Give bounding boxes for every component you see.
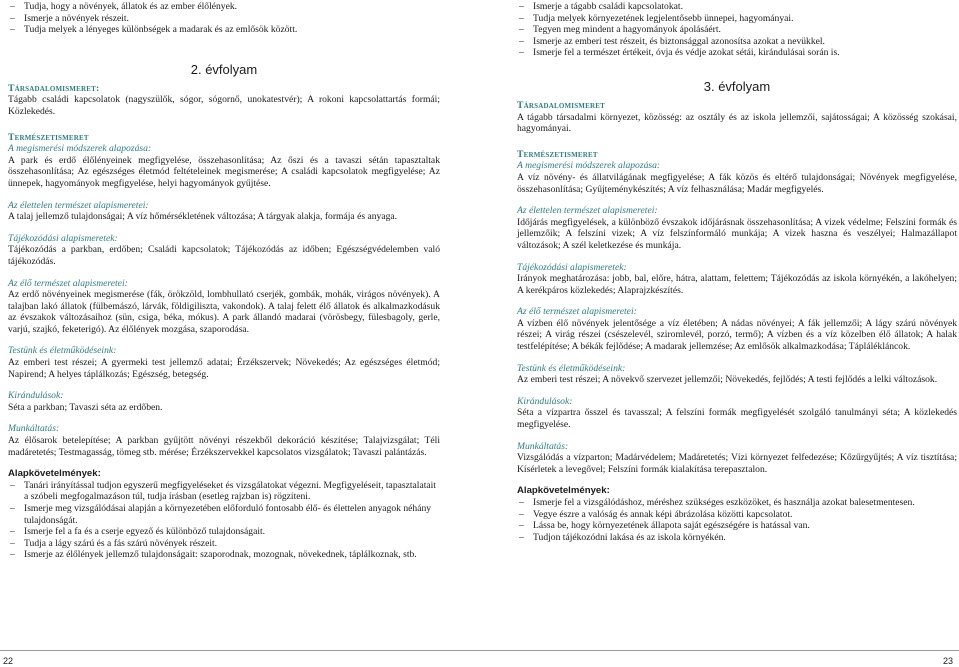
list-item: – Vegye észre a valóság és annak képi ábrázolása közötti kapcsolatot. — [517, 509, 957, 521]
page-number-left: 22 — [3, 656, 14, 666]
subheading: Az élettelen természet alapismeretei: — [517, 205, 658, 217]
list-item: – Tudja a lágy szárú és a fás szárú növények részeit. — [8, 538, 440, 550]
paragraph: A park és erdő élőlényeinek megfigyelése, összehasonlítása; Az őszi és a tavaszi sétán tapasztaltak összehasonlítása; Az egészséges életmód feltételeinek megismerése; A családi kapcsolatok megfigyelése; Az ünnepek, hagyományok megfigyelése, helyi hagyományok gyűjtése. — [8, 154, 440, 189]
list-item: – Ismerje fel a vizsgálódáshoz, méréshez szükséges eszközöket, és használja azokat balesetmentesen. — [517, 497, 957, 509]
paragraph: Az emberi test részei; A gyermeki test jellemző adatai; Érzékszervek; Növekedés; Az egészséges életmód; Napirend; A helyes táplálkozás; Egészség, betegség. — [8, 357, 440, 380]
section-heading: Társadalomismeret: — [8, 82, 100, 94]
list-item: – Tanári irányítással tudjon egyszerű megfigyeléseket és vizsgálatokat végezni. Megfigyeléseit, tapasztalatait a szóbeli megfogalmazáson túl, tudja írásban (esetleg rajzban is) rögzíteni. — [8, 480, 440, 503]
paragraph: Az élősarok betelepítése; A parkban gyűjtött növényi részekből dekoráció készítése; Talajvizsgálat; Téli madáretetés; Testmagasság, tömeg stb. mérése; Érzékszervekkel kapcsolatos vizsgálatok; Tavaszi palántázás. — [8, 435, 440, 458]
paragraph: Időjárás megfigyelések, a különböző évszakok időjárásnak összehasonlítása; A vizek védelme; Felszíni formák és jellemzőik; A felszíni vizek; A víz felszínformáló munkája; A vizek haszna és veszélyei; Halmazállapot változások; A szél keletkezése és munkája. — [517, 216, 957, 251]
subheading: Az élettelen természet alapismeretei: — [8, 199, 149, 211]
paragraph: Séta a vízpartra ősszel és tavasszal; A felszíni formák megfigyelését szolgáló tanulmányi séta; A közlekedés megfigyelése. — [517, 407, 957, 431]
subheading: Testünk és életműködéseink: — [517, 362, 626, 374]
right-page — [517, 0, 957, 543]
subheading: Kirándulások: — [8, 390, 64, 402]
subheading: Tájékozódási alapismeretek: — [8, 232, 118, 244]
footer-rule-right — [479, 650, 959, 651]
requirements-list — [8, 480, 440, 561]
list-item: – Ismerje fel a természet értékeit, óvja és védje azokat sétái, kirándulásai során is. — [517, 47, 957, 59]
paragraph: Vizsgálódás a vízparton; Madárvédelem; Madáretetés; Vízi környezet felfedezése; Kőzűrgyűjtés; A víz tisztítása; Kísérletek a levegővel; Felszíni formák kialakítása terepasztalon. — [517, 452, 957, 475]
subheading: Tájékozódási alapismeretek: — [517, 261, 627, 273]
requirements-list — [517, 497, 957, 543]
paragraph: Irányok meghatározása: jobb, bal, előre, hátra, alattam, felettem; Tájékozódás az iskola környékén, a lakóhelyen; A kerékpáros közlekedés; Alaprajzkészítés. — [517, 273, 957, 296]
list-item: – Tegyen meg mindent a hagyományok ápolásáért. — [517, 24, 957, 36]
list-item: – Ismerje meg vizsgálódásai alapján a környezetében előforduló fontosabb élő- és élettelen anyagok néhány tulajdonságát. — [8, 503, 440, 526]
list-item: – Ismerje az élőlények jellemző tulajdonságait: szaporodnak, mozognak, növekednek, táplálkoznak, stb. — [8, 549, 440, 561]
subheading: Kirándulások: — [517, 395, 573, 407]
footer-rule-left — [0, 650, 480, 651]
subheading: A megismerési módszerek alapozása: — [8, 143, 152, 155]
subheading: Testünk és életműködéseink: — [8, 345, 117, 357]
subheading: Az élő természet alapismeretei: — [8, 277, 128, 289]
list-item: – Tudja melyek környezetének legjelentősebb ünnepei, hagyományai. — [517, 13, 957, 25]
top-list — [8, 1, 440, 36]
paragraph: Tágabb családi kapcsolatok (nagyszülők, sógor, sógornő, unokatestvér); A rokoni kapcsolattartás formái; Közlekedés. — [8, 94, 440, 117]
list-item: – Ismerje a tágabb családi kapcsolatokat. — [517, 1, 957, 13]
paragraph: A víz növény- és állatvilágának megfigyelése; A fák közös és eltérő tulajdonságai; Növények megfigyelése, összehasonlítása; Gyűjteménykészítés; A víz felhasználása; Madár megfigyelés. — [517, 171, 957, 195]
subheading: A megismerési módszerek alapozása: — [517, 160, 661, 172]
list-item: – Lássa be, hogy környezetének állapota saját egészségére is hatással van. — [517, 520, 957, 532]
year-title: 2. évfolyam — [190, 61, 258, 77]
year-title: 3. évfolyam — [703, 78, 771, 94]
paragraph: Az erdő növényeinek megismerése (fák, örökzöld, lombhullató cserjék, gombák, mohák, virágos növények). A talajban lakó állatok (fülbemászó, lárvák, földigiliszta, vakondok). A talaj felett élő állatok és alkalmazkodásuk az évszakok változásaihoz (sün, csiga, béka, mókus). A park állandó madarai (vörösbegy, fülesbagoly, gerle, varjú, szajkó, feketerigó). Az élőlények mozgása, szaporodása. — [8, 289, 440, 335]
requirements-heading: Alapkövetelmények: — [8, 468, 101, 480]
paragraph: Tájékozódás a parkban, erdőben; Családi kapcsolatok; Tájékozódás az időben; Egészségvédelemben való tájékozódás. — [8, 244, 440, 267]
list-item: – Tudjon tájékozódni lakása és az iskola környékén. — [517, 532, 957, 544]
paragraph: A tágabb társadalmi környezet, közösség: az osztály és az iskola jellemzői, sajátosságai; A közösség szokásai, hagyományai. — [517, 111, 957, 135]
list-item: – Ismerje a növények részeit. — [8, 13, 440, 25]
list-item: – Tudja, hogy a növények, állatok és az ember élőlények. — [8, 1, 440, 13]
paragraph: Az emberi test részei; A növekvő szervezet jellemzői; Növekedés, fejlődés; A testi fejlődés a lelki változások. — [517, 374, 938, 386]
subheading: Munkáltatás: — [8, 423, 60, 435]
subheading: Munkáltatás: — [517, 440, 569, 452]
requirements-heading: Alapkövetelmények: — [517, 485, 610, 497]
subheading: Az élő természet alapismeretei: — [517, 306, 637, 318]
list-item: – Tudja melyek a lényeges különbségek a madarak és az emlősök között. — [8, 24, 440, 36]
left-page — [8, 0, 440, 561]
section-heading: Természetismeret — [8, 131, 89, 143]
list-item: – Ismerje fel a fa és a cserje egyező és különböző tulajdonságait. — [8, 526, 440, 538]
paragraph: A talaj jellemző tulajdonságai; A víz hőmérsékletének változása; A tárgyak alakja, formája és anyaga. — [8, 211, 398, 223]
list-item: – Ismerje az emberi test részeit, és biztonsággal azonosítsa azokat a nevükkel. — [517, 36, 957, 48]
paragraph: A vízben élő növények jelentősége a víz életében; A nádas növényei; A fák jellemzői; A lágy szárú növények részei; A virág részei (csészelevél, sziromlevél, porzó, termő); A vízben és a víz közelben élő állatok; A halak testfelépítése; A békák fejlődése; A madarak jellemzése; Az emlősök alkalmazkodása; Táplálékláncok. — [517, 317, 957, 353]
top-list — [517, 1, 957, 59]
section-heading: Természetismeret — [517, 148, 598, 160]
paragraph: Séta a parkban; Tavaszi séta az erdőben. — [8, 401, 163, 413]
section-heading: Társadalomismeret — [517, 99, 605, 111]
page-number-right: 23 — [943, 656, 954, 666]
